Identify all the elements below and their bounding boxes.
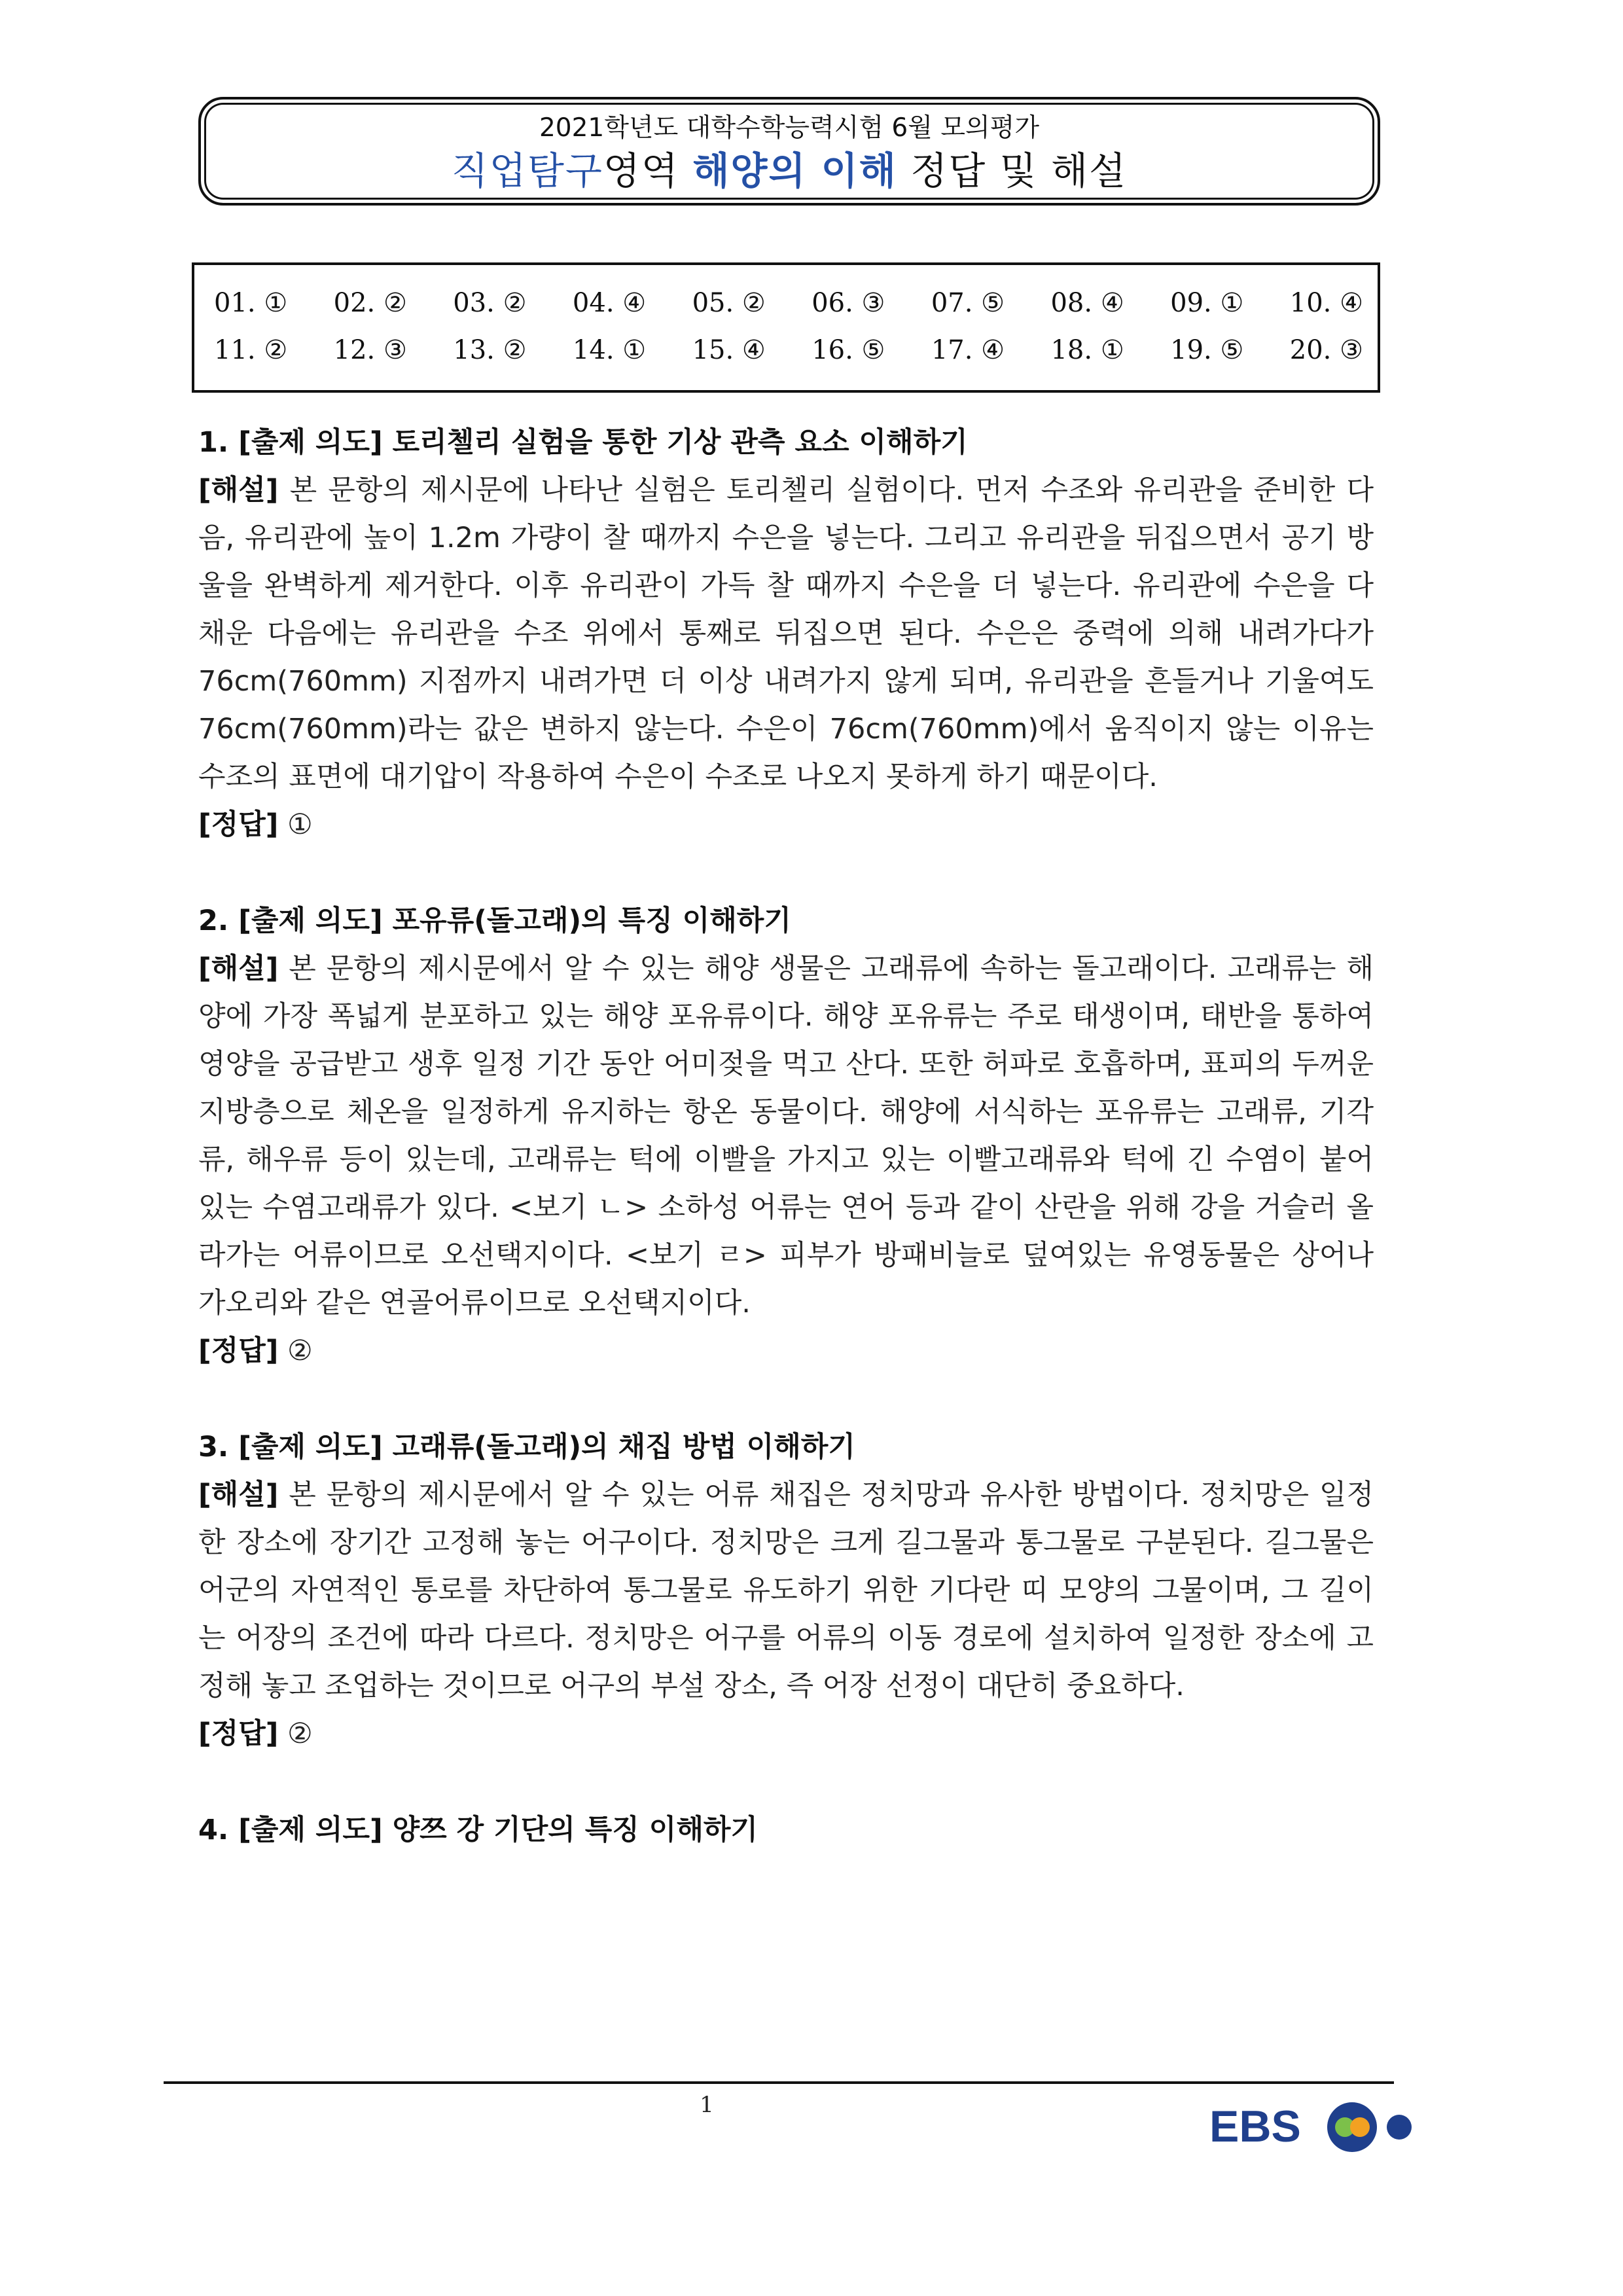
subject-title <box>201 148 1378 194</box>
explanation-text <box>198 467 1374 801</box>
answer-cell: 03. ② <box>453 288 527 318</box>
answer-line <box>198 1327 1374 1375</box>
answer-cell: 08. ④ <box>1050 288 1124 318</box>
page-number: 1 <box>700 2092 714 2118</box>
answer-value: ② <box>287 1335 313 1367</box>
question-heading: 3. [출제 의도] 고래류(돌고래)의 채집 방법 이해하기 <box>198 1431 855 1463</box>
answer-cell: 15. ④ <box>692 335 766 365</box>
footer-divider <box>164 2081 1394 2084</box>
logo-dot-orange <box>1350 2117 1370 2137</box>
answer-row-1 <box>214 283 1363 323</box>
answer-cell: 01. ① <box>214 288 288 318</box>
explanation-label: [해설] <box>198 474 279 507</box>
answer-cell: 14. ① <box>572 335 647 365</box>
title-box <box>198 97 1380 206</box>
answer-cell: 10. ④ <box>1289 288 1363 318</box>
question-heading: 2. [출제 의도] 포유류(돌고래)의 특징 이해하기 <box>198 905 791 937</box>
question-4 <box>198 1806 1374 1854</box>
exam-title: 2021학년도 대학수학능력시험 6월 모의평가 <box>539 113 1040 143</box>
answer-cell: 16. ⑤ <box>812 335 885 365</box>
question-heading: 4. [출제 의도] 양쯔 강 기단의 특징 이해하기 <box>198 1814 758 1846</box>
answer-cell: 04. ④ <box>572 288 647 318</box>
answer-value: ② <box>287 1717 313 1750</box>
answer-label: [정답] <box>198 808 279 841</box>
answer-cell: 07. ⑤ <box>931 288 1005 318</box>
answer-key-table <box>192 262 1380 393</box>
answer-cell: 13. ② <box>453 335 527 365</box>
explanation-label: [해설] <box>198 1479 279 1511</box>
explanation-body: 본 문항의 제시문에서 알 수 있는 어류 채집은 정치망과 유사한 방법이다. 정치망은 일정한 장소에 장기간 고정해 놓는 어구이다. 정치망은 크게 길그물과 통그물로 구분된다. 길그물은 어군의 자연적인 통로를 차단하여 통그물로 유도하기 위한 기다란 띠 모양의 그물이며, 그 길이는 어장의 조건에 따라 다르다. 정치망은 어구를 어류의 이동 경로에 설치하여 일정한 장소에 고정해 놓고 조업하는 것이므로 어구의 부설 장소, 즉 어장 선정이 대단히 중요하다. <box>198 1479 1374 1702</box>
explanation-body: 본 문항의 제시문에서 알 수 있는 해양 생물은 고래류에 속하는 돌고래이다. 고래류는 해양에 가장 폭넓게 분포하고 있는 해양 포유류이다. 해양 포유류는 주로 태생이며, 태반을 통하여 영양을 공급받고 생후 일정 기간 동안 어미젖을 먹고 산다. 또한 허파로 호흡하며, 표피의 두꺼운 지방층으로 체온을 일정하게 유지하는 항온 동물이다. 해양에 서식하는 포유류는 고래류, 기각류, 해우류 등이 있는데, 고래류는 턱에 이빨을 가지고 있는 이빨고래류와 턱에 긴 수염이 붙어 있는 수염고래류가 있다. <보기 ㄴ> 소하성 어류는 연어 등과 같이 산란을 위해 강을 거슬러 올라가는 어류이므로 오선택지이다. <보기 ㄹ> 피부가 방패비늘로 덮여있는 유영동물은 상어나 가오리와 같은 연골어류이므로 오선택지이다. <box>198 952 1374 1319</box>
answer-cell: 12. ③ <box>333 335 407 365</box>
question-heading: 1. [출제 의도] 토리첼리 실험을 통한 기상 관측 요소 이해하기 <box>198 426 968 459</box>
answer-cell: 09. ① <box>1170 288 1244 318</box>
question-1 <box>198 419 1374 849</box>
answer-value: ① <box>287 808 313 841</box>
answer-cell: 11. ② <box>214 335 288 365</box>
subject-name: 해양의 이해 <box>692 149 897 193</box>
explanation-body: 본 문항의 제시문에 나타난 실험은 토리첼리 실험이다. 먼저 수조와 유리관을 준비한 다음, 유리관에 높이 1.2m 가량이 찰 때까지 수은을 넣는다. 그리고 유리관을 뒤집으면서 공기 방울을 완벽하게 제거한다. 이후 유리관이 가득 찰 때까지 수은을 더 넣는다. 유리관에 수은을 다 채운 다음에는 유리관을 수조 위에서 통째로 뒤집으면 된다. 수은은 중력에 의해 내려가다가 76cm(760mm) 지점까지 내려가면 더 이상 내려가지 않게 되며, 유리관을 흔들거나 기울여도 76cm(760mm)라는 값은 변하지 않는다. 수은이 76cm(760mm)에서 움직이지 않는 이유는 수조의 표면에 대기압이 작용하여 수은이 수조로 나오지 못하게 하기 때문이다. <box>198 474 1374 793</box>
question-3 <box>198 1424 1374 1758</box>
answer-cell: 18. ① <box>1050 335 1124 365</box>
answer-label: [정답] <box>198 1335 279 1367</box>
explanations <box>198 419 1374 1903</box>
area-name: 직업탐구 <box>451 149 603 193</box>
area-suffix: 영역 <box>603 149 679 193</box>
title-suffix: 정답 및 해설 <box>910 149 1128 193</box>
question-2 <box>198 897 1374 1375</box>
answer-line <box>198 1710 1374 1758</box>
answer-label: [정답] <box>198 1717 279 1750</box>
answer-cell: 17. ④ <box>931 335 1005 365</box>
answer-line <box>198 801 1374 849</box>
logo-circle-small <box>1387 2115 1412 2140</box>
answer-row-2 <box>214 331 1363 370</box>
ebs-logo <box>1209 2094 1425 2160</box>
explanation-label: [해설] <box>198 952 279 985</box>
answer-cell: 06. ③ <box>812 288 885 318</box>
answer-cell: 02. ② <box>333 288 407 318</box>
explanation-text <box>198 1471 1374 1710</box>
answer-cell: 19. ⑤ <box>1170 335 1244 365</box>
answer-cell: 20. ③ <box>1289 335 1363 365</box>
logo-text: EBS <box>1209 2102 1301 2151</box>
answer-cell: 05. ② <box>692 288 766 318</box>
explanation-text <box>198 945 1374 1327</box>
